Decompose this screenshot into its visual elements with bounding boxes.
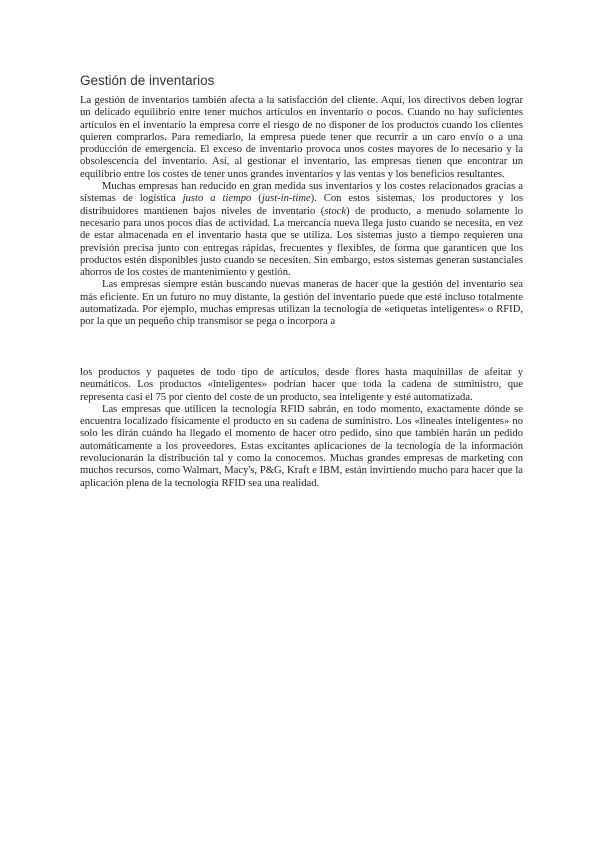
paragraph-text: ( bbox=[251, 193, 262, 205]
paragraph-inventory-intro: La gestión de inventarios también afecta a la satisfacción del cliente. Aquí, los directivos deben lograr un delicado equilibrio entre tener muchos artículos en inventario o pocos. Cuando no hay suficientes artículos en el inventario la empresa corre el riesgo de no disponer de los productos cuando los clientes quieren comprarlos. Para remediarlo, la empresa puede tener que recurrir a un caro envío o a una producción de emergencia. El exceso de inventario provoca unos costes mayores de lo necesario y la obsolescencia del inventario. Así, al gestionar el inventario, las empresas tienen que encontrar un equilibrio entre los costes de tener unos grandes inventarios y las ventas y los beneficios resultantes. bbox=[80, 95, 523, 180]
italic-term-just-in-time: just-in-time bbox=[261, 193, 311, 205]
text-block-upper bbox=[80, 95, 523, 329]
paragraph-text: ). Con estos sistemas, los productores y los distribuidores mantienen bajos niveles de inventario ( bbox=[80, 193, 523, 217]
paragraph-just-in-time bbox=[80, 181, 523, 279]
paragraph-rfid-intro: Las empresas siempre están buscando nuevas maneras de hacer que la gestión del inventario sea más eficiente. En un futuro no muy distante, la gestión del inventario puede que esté incluso totalmente automatizada. Por ejemplo, muchas empresas utilizan la tecnología de «etiquetas inteligentes» o RFID, por la que un pequeño chip transmisor se pega o incorpora a bbox=[80, 279, 523, 328]
italic-term-stock: stock bbox=[324, 205, 347, 217]
paragraph-rfid-benefits: Las empresas que utilicen la tecnología RFID sabrán, en todo momento, exactamente dónde se encuentra localizado físicamente el producto en su cadena de suministro. Los «lineales inteligentes» no solo les dirán cuándo ha llegado el momento de hacer otro pedido, sino que también harán un pedido automáticamente a los proveedores. Estas excitantes aplicaciones de la tecnología de la información revolucionarán la distribución tal y como la conocemos. Muchas grandes empresas de marketing con muchos recursos, como Walmart, Macy's, P&G, Kraft e IBM, están invirtiendo mucho para hacer que la aplicación plena de la tecnología RFID sea una realidad. bbox=[80, 403, 523, 489]
section-title: Gestión de inventarios bbox=[80, 73, 215, 88]
paragraph-rfid-continued: los productos y paquetes de todo tipo de artículos, desde flores hasta maquinillas de afeitar y neumáticos. Los productos «inteligentes» podrían hacer que toda la cadena de suministro, que representa casi el 75 por ciento del coste de un producto, sea inteligente y esté automatizada. bbox=[80, 367, 523, 403]
italic-term-justo-a-tiempo: justo a tiempo bbox=[182, 193, 252, 205]
paragraph-text: Muchas empresas han reducido en gran medida sus inventarios y los costes relacionados gracias a sistemas de logística bbox=[80, 181, 523, 205]
paragraph-text: ) de producto, a menudo solamente lo necesario para unos pocos días de actividad. La mercancía nueva llega justo cuando se necesita, en vez de estar almacenada en el inventario hasta que se utiliza. Los sistemas justo a tiempo requieren una previsión precisa junto con entregas rápidas, frecuentes y flexibles, de forma que garanticen que los productos estén disponibles justo cuando se necesiten. Sin embargo, estos sistemas generan sustanciales ahorros de los costes de mantenimiento y gestión. bbox=[80, 205, 523, 279]
text-block-lower bbox=[80, 367, 523, 490]
